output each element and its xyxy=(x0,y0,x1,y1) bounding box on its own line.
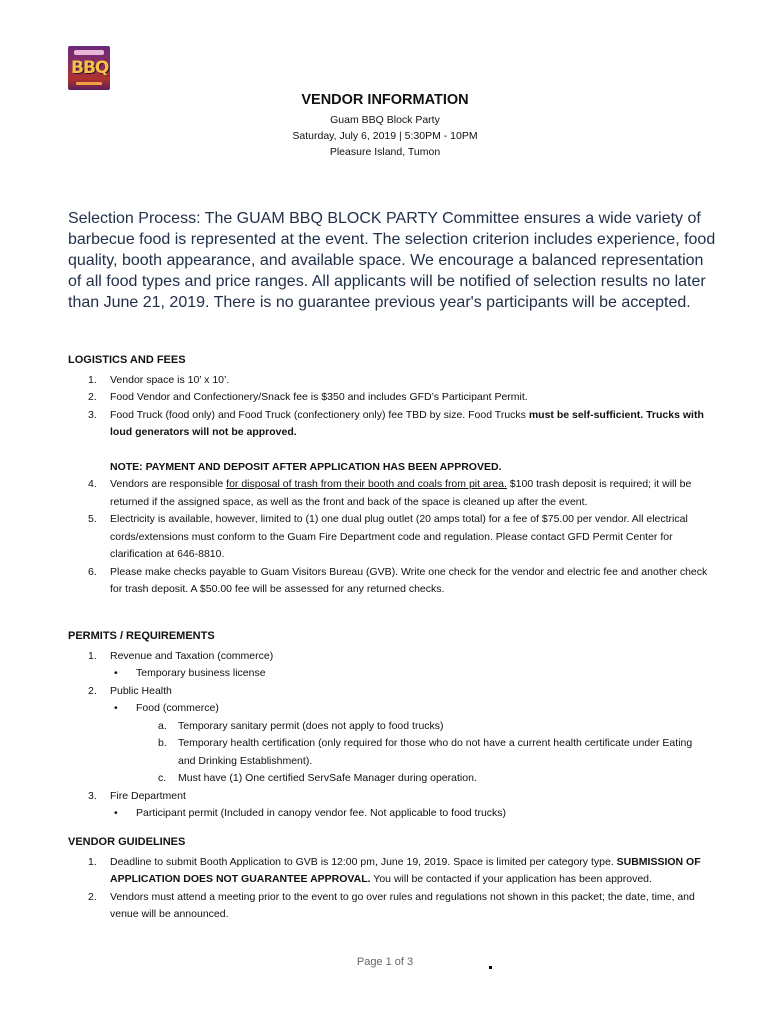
item-underlined-text: for disposal of trash from their booth and coals from pit area. xyxy=(226,478,507,490)
bullet-item: • Food (commerce) xyxy=(114,702,219,714)
item-text: Electricity is available, however, limited to (1) one dual plug outlet (20 amps total) for a fee of $75.00 per vendor. All electrical cords/extensions must conform to the Guam Fire Department code and regulation. Please contact GFD Permit Center for clarification at 646-8810. xyxy=(110,513,688,560)
event-date: Saturday, July 6, 2019 | 5:30PM - 10PM xyxy=(292,130,478,142)
list-item: 2. Food Vendor and Confectionery/Snack fee is $350 and includes GFD’s Participant Permit. xyxy=(88,391,528,403)
list-item: 3. Food Truck (food only) and Food Truck (confectionery only) fee TBD by size. Food Trucks must be self-sufficient. Trucks with loud generators will not be approved. xyxy=(88,408,704,438)
payment-note: NOTE: PAYMENT AND DEPOSIT AFTER APPLICATION HAS BEEN APPROVED. xyxy=(110,460,502,473)
list-item: 6. Please make checks payable to Guam Visitors Bureau (GVB). Write one check for the vendor and electric fee and another check for trash deposit. A $50.00 fee will be assessed for any returned checks. xyxy=(88,565,708,595)
list-item: 1. Revenue and Taxation (commerce) xyxy=(88,649,274,662)
item-text: Temporary sanitary permit (does not apply to food trucks) xyxy=(178,719,444,732)
item-text: Food Vendor and Confectionery/Snack fee is $350 and includes GFD’s Participant Permit. xyxy=(110,391,528,403)
item-text: Vendors must attend a meeting prior to the event to go over rules and regulations not shown in this packet; the date, time, and venue will be announced. xyxy=(110,890,695,920)
list-item: 1. Vendor space is 10’ x 10’. xyxy=(88,373,230,386)
item-text: Revenue and Taxation (commerce) xyxy=(110,649,274,662)
event-location: Pleasure Island, Tumon xyxy=(329,146,441,158)
item-text: Vendors are responsible xyxy=(110,478,227,490)
logo-ribbon xyxy=(76,82,102,85)
sub-item: b. Temporary health certification (only required for those who do not have a current health certificate under Eating and Drinking Establishment). xyxy=(158,737,693,767)
permits-title: PERMITS / REQUIREMENTS xyxy=(68,630,215,642)
item-text: You will be contacted if your application has been approved. xyxy=(370,873,652,885)
item-text: Public Health xyxy=(110,684,172,697)
logistics-title: LOGISTICS AND FEES xyxy=(68,354,186,366)
list-item: 3. Fire Department xyxy=(88,789,186,802)
list-item: 5. Electricity is available, however, limited to (1) one dual plug outlet (20 amps total) for a fee of $75.00 per vendor. All electrical cords/extensions must conform to the Guam Fire Department code and regulation. Please contact GFD Permit Center for clarification at 646-8810. xyxy=(88,513,688,560)
page-title: VENDOR INFORMATION xyxy=(301,92,469,108)
item-text: Deadline to submit Booth Application to GVB is 12:00 pm, June 19, 2019. Space is limited per category type. xyxy=(110,855,617,868)
item-text: Participant permit (Included in canopy vendor fee. Not applicable to food trucks) xyxy=(136,807,507,819)
selection-process: Selection Process: The GUAM BBQ BLOCK PARTY Committee ensures a wide variety of barbecue food is represented at the event. The selection criterion includes experience, food quality, booth appearance, and available space. We encourage a balanced representation of all food types and price ranges. All applicants will be notified of selection results no later than June 21, 2019. There is no guarantee previous year's participants will be accepted. xyxy=(68,210,716,311)
bullet-item: • Participant permit (Included in canopy vendor fee. Not applicable to food trucks) xyxy=(114,807,507,819)
document-header xyxy=(0,92,770,160)
list-item: 2. Public Health xyxy=(88,684,172,697)
sub-item: c. Must have (1) One certified ServSafe Manager during operation. xyxy=(158,772,477,784)
page-number: Page 1 of 3 xyxy=(356,956,414,968)
guidelines-title: VENDOR GUIDELINES xyxy=(68,836,186,848)
item-bold-text: must be self-sufficient. Trucks with loud generators will not be approved. xyxy=(110,408,704,438)
guidelines-section xyxy=(68,834,708,924)
list-item: 4. Vendors are responsible for disposal of trash from their booth and coals from pit area. $100 trash deposit is required; it will be returned if the assigned space, as well as the front and back of the space is cleaned up after the event. xyxy=(88,478,692,508)
item-text: Please make checks payable to Guam Visitors Bureau (GVB). Write one check for the vendor and electric fee and another check for trash deposit. A $50.00 fee will be assessed for any returned checks. xyxy=(110,565,708,595)
item-text: Must have (1) One certified ServSafe Manager during operation. xyxy=(178,772,477,784)
item-text: Vendor space is 10’ x 10’. xyxy=(110,373,230,386)
logo-banner xyxy=(74,50,104,55)
item-text: Food (commerce) xyxy=(136,702,219,714)
item-text: Fire Department xyxy=(110,789,186,802)
item-text: $100 trash deposit is required; it will be returned if the assigned space, as well as the front and back of the space is cleaned up after the event. xyxy=(110,478,692,508)
event-name: Guam BBQ Block Party xyxy=(330,114,440,126)
item-bold-text: SUBMISSION OF APPLICATION DOES NOT GUARANTEE APPROVAL. xyxy=(110,855,701,885)
list-item: 2. Vendors must attend a meeting prior to the event to go over rules and regulations not shown in this packet; the date, time, and venue will be announced. xyxy=(88,890,695,920)
sub-item: a. Temporary sanitary permit (does not apply to food trucks) xyxy=(158,719,444,732)
logo-mark: BBQ xyxy=(71,58,109,78)
list-item: 1. Deadline to submit Booth Application to GVB is 12:00 pm, June 19, 2019. Space is limited per category type. SUBMISSION OF APPLICATION DOES NOT GUARANTEE APPROVAL. You will be contacted if your application has been approved. xyxy=(88,855,701,885)
item-text: Temporary business license xyxy=(136,667,266,679)
logistics-section xyxy=(68,352,708,599)
permits-section xyxy=(68,628,708,823)
item-text: Temporary health certification (only required for those who do not have a current health certificate under Eating and Drinking Establishment). xyxy=(178,737,693,767)
stray-mark xyxy=(489,966,492,969)
bbq-logo xyxy=(68,46,110,90)
item-text: Food Truck (food only) and Food Truck (confectionery only) fee TBD by size. Food Trucks xyxy=(110,408,529,421)
bullet-item: • Temporary business license xyxy=(114,667,266,679)
